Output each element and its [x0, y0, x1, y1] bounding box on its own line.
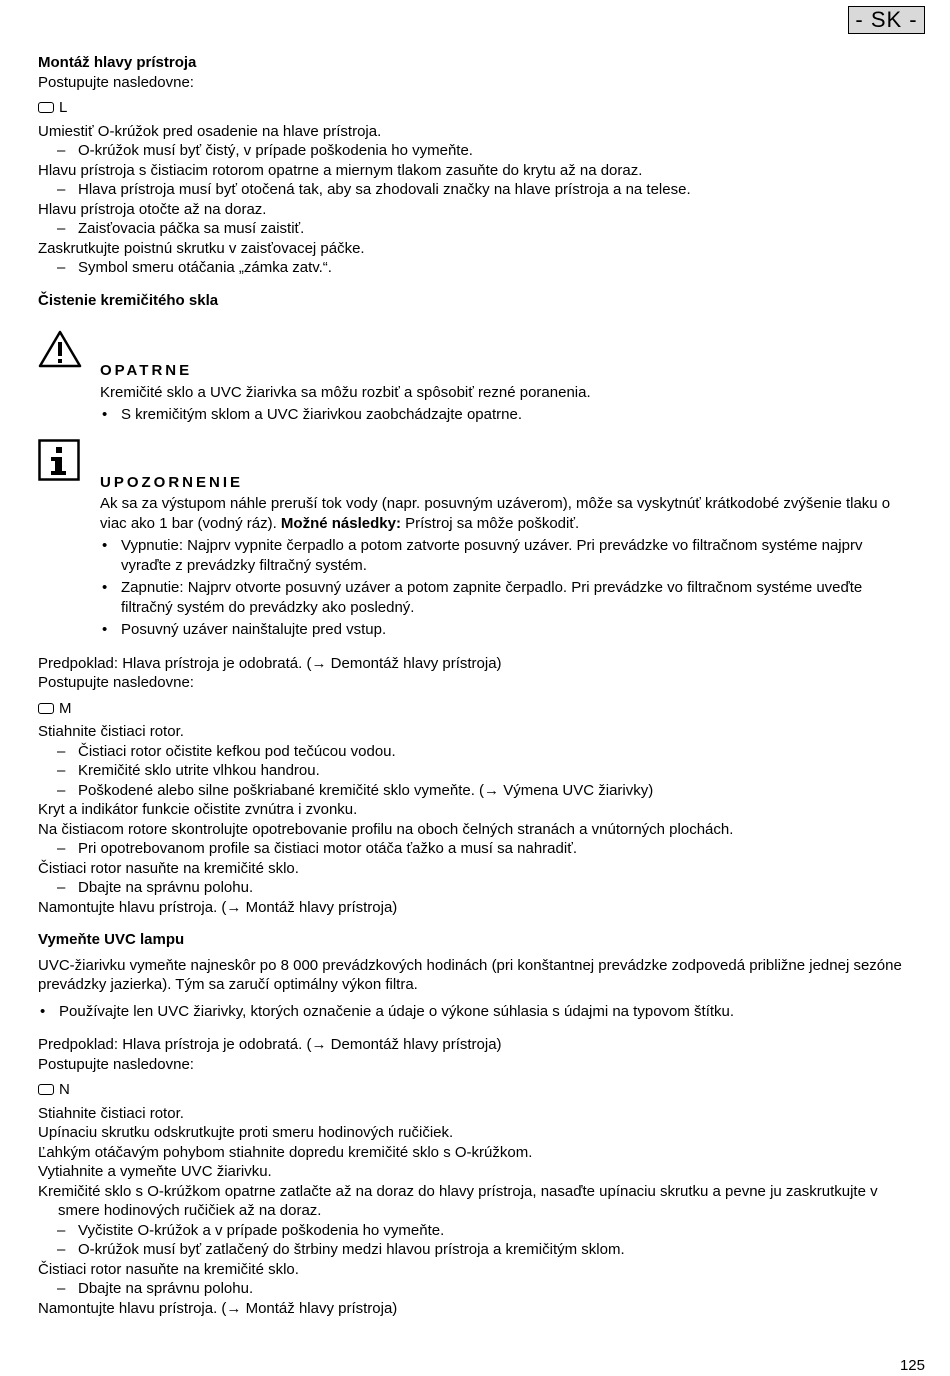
- list-item: • S kremičitým sklom a UVC žiarivkou zaobchádzajte opatrne.: [100, 405, 913, 425]
- figure-icon: [38, 1084, 54, 1095]
- warning-triangle-icon: [38, 330, 82, 368]
- step-text: Umiestiť O-krúžok pred osadenie na hlave prístroja.: [38, 122, 382, 140]
- result-text: – Poškodené alebo silne poškriabané kremičité sklo vymeňte. (→ Výmena UVC žiarivky): [38, 781, 913, 801]
- step-text: Namontujte hlavu prístroja. (→ Montáž hlavy prístroja): [38, 1299, 398, 1317]
- step-text: Upínaciu skrutku odskrutkujte proti smeru hodinových ručičiek.: [38, 1124, 454, 1141]
- result-text: – Vyčistite O-krúžok a v prípade poškodenia ho vymeňte.: [38, 1221, 913, 1241]
- note-title: UPOZORNENIE: [100, 473, 244, 491]
- caution-block: [38, 361, 913, 425]
- note-text-part: Ak sa za výstupom náhle preruší tok vody (napr. posuvným uzáverom), môže sa vyskytnúť krátkodobé zvýšenie tlaku o viac ako 1 bar (vodný ráz).: [100, 495, 891, 532]
- figure-ref: [38, 98, 913, 118]
- result-text: – Dbajte na správnu polohu.: [38, 878, 913, 898]
- step-text: Čistiaci rotor nasuňte na kremičité sklo.: [38, 1260, 299, 1278]
- list-item: • Vypnutie: Najprv vypnite čerpadlo a potom zatvorte posuvný uzáver. Pri prevádzke vo filtračnom systéme najprv vyraďte z prevádzky filtračný systém.: [100, 536, 913, 575]
- result-text: – Dbajte na správnu polohu.: [38, 1279, 913, 1299]
- figure-label: N: [59, 1081, 70, 1098]
- figure-icon: [38, 703, 54, 714]
- intro-text: Postupujte nasledovne:: [38, 674, 194, 691]
- section-title-mounting: Montáž hlavy prístroja: [38, 54, 197, 71]
- section-title-uvc: Vymeňte UVC lampu: [38, 931, 185, 948]
- step-text: Zaskrutkujte poistnú skrutku v zaisťovacej páčke.: [38, 239, 365, 257]
- note-list: [100, 536, 913, 640]
- result-text: – Hlava prístroja musí byť otočená tak, aby sa zhodovali značky na hlave prístroja a na telese.: [38, 180, 913, 200]
- step-text: Kryt a indikátor funkcie očistite zvnútra i zvonku.: [38, 801, 358, 818]
- info-icon: [38, 439, 80, 481]
- result-text: – O-krúžok musí byť zatlačený do štrbiny medzi hlavou prístroja a kremičitým sklom.: [38, 1240, 913, 1260]
- step-text: Stiahnite čistiaci rotor.: [38, 1104, 184, 1122]
- step-text: Vytiahnite a vymeňte UVC žiarivku.: [38, 1163, 272, 1180]
- note-text-bold: Možné následky:: [280, 514, 401, 532]
- figure-label: L: [59, 99, 68, 116]
- result-text: – Pri opotrebovanom profile sa čistiaci motor otáča ťažko a musí sa nahradiť.: [38, 839, 913, 859]
- list-item: • Používajte len UVC žiarivky, ktorých označenie a údaje o výkone súhlasia s údajmi na typovom štítku.: [38, 1002, 913, 1022]
- note-block: [38, 473, 913, 640]
- step-text: Namontujte hlavu prístroja. (→ Montáž hlavy prístroja): [38, 898, 398, 916]
- page-content: [38, 53, 913, 1318]
- figure-ref: [38, 1080, 913, 1100]
- section-title-cleaning: Čistenie kremičitého skla: [38, 291, 219, 309]
- list-item: • Posuvný uzáver nainštalujte pred vstup.: [100, 620, 913, 640]
- prereq-text: Predpoklad: Hlava prístroja je odobratá. (→ Demontáž hlavy prístroja): [38, 1036, 502, 1053]
- result-text: – Symbol smeru otáčania „zámka zatv.“.: [38, 258, 913, 278]
- figure-ref: [38, 699, 913, 719]
- step-text: Na čistiacom rotore skontrolujte opotrebovanie profilu na oboch čelných stranách a vnútorných plochách.: [38, 820, 734, 838]
- language-tab: - SK -: [848, 6, 925, 34]
- intro-text: Postupujte nasledovne:: [38, 1055, 194, 1073]
- result-text: – Kremičité sklo utrite vlhkou handrou.: [38, 761, 913, 781]
- caution-title: OPATRNE: [100, 362, 193, 379]
- result-text: – Čistiaci rotor očistite kefkou pod tečúcou vodou.: [38, 742, 913, 762]
- step-text: Čistiaci rotor nasuňte na kremičité sklo.: [38, 859, 299, 877]
- list-item: • Zapnutie: Najprv otvorte posuvný uzáver a potom zapnite čerpadlo. Pri prevádzke vo filtračnom systéme uveďte filtračný systém do prevádzky ako posledný.: [100, 578, 913, 617]
- step-text: Hlavu prístroja otočte až na doraz.: [38, 200, 267, 218]
- note-text: [100, 494, 913, 533]
- caution-list: [100, 405, 913, 425]
- intro-text: Postupujte nasledovne:: [38, 73, 194, 91]
- step-text: Ľahkým otáčavým pohybom stiahnite dopredu kremičité sklo s O-krúžkom.: [38, 1143, 533, 1161]
- figure-icon: [38, 102, 54, 113]
- prereq-text: Predpoklad: Hlava prístroja je odobratá. (→ Demontáž hlavy prístroja): [38, 654, 502, 672]
- step-text: Stiahnite čistiaci rotor.: [38, 723, 184, 740]
- step-text: Kremičité sklo s O-krúžkom opatrne zatlačte až na doraz do hlavy prístroja, nasaďte upínaciu skrutku a pevne ju zaskrutkujte v smere hodinových ručičiek až na doraz.: [38, 1182, 878, 1219]
- caution-text: Kremičité sklo a UVC žiarivka sa môžu rozbiť a spôsobiť rezné poranenia.: [100, 383, 591, 401]
- step-text: Hlavu prístroja s čistiacim rotorom opatrne a miernym tlakom zasuňte do krytu až na doraz.: [38, 161, 643, 179]
- result-text: – Zaisťovacia páčka sa musí zaistiť.: [38, 219, 913, 239]
- uvc-list: [38, 1002, 913, 1022]
- page-number: 125: [899, 1357, 925, 1374]
- note-text-part: Prístroj sa môže poškodiť.: [400, 514, 580, 532]
- result-text: – O-krúžok musí byť čistý, v prípade poškodenia ho vymeňte.: [38, 141, 913, 161]
- figure-label: M: [59, 699, 72, 717]
- body-text: UVC-žiarivku vymeňte najneskôr po 8 000 prevádzkových hodinách (pri konštantnej prevádzke zodpovedá približne jednej sezóne prevádzky jazierka). Tým sa zaručí optimálny výkon filtra.: [38, 956, 902, 993]
